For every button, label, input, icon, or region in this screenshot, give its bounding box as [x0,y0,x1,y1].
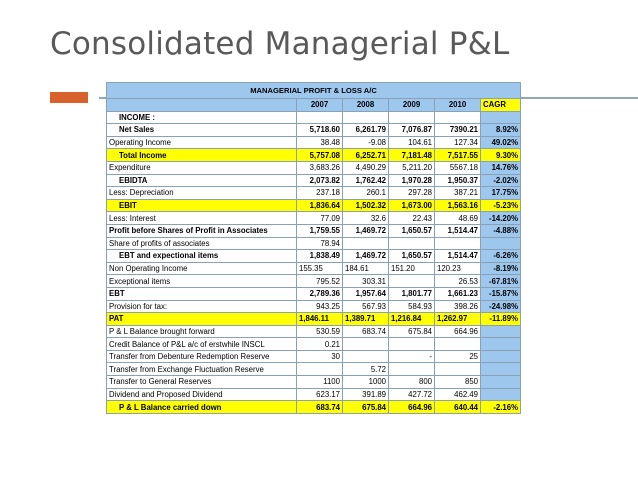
row-label: Transfer from Exchange Fluctuation Reserve [107,363,297,376]
value-cell: 1,216.84 [389,313,435,326]
value-cell [343,111,389,124]
value-cell: 640.44 [435,401,481,414]
value-cell: 4,490.29 [343,161,389,174]
value-cell: 1000 [343,376,389,389]
value-cell: 675.84 [343,401,389,414]
cagr-cell: -11.89% [481,313,521,326]
value-cell: - [389,350,435,363]
value-cell [389,363,435,376]
table-row [107,237,521,250]
header-2010: 2010 [435,99,481,112]
value-cell: 683.74 [343,325,389,338]
value-cell: 7,517.55 [435,149,481,162]
row-label: Net Sales [107,124,297,137]
table-row [107,250,521,263]
value-cell: 1,502.32 [343,199,389,212]
table-row [107,388,521,401]
value-cell: 5.72 [343,363,389,376]
cagr-cell: 14.76% [481,161,521,174]
value-cell: 25 [435,350,481,363]
row-label: INCOME : [107,111,297,124]
value-cell: 7,181.48 [389,149,435,162]
row-label: EBT [107,287,297,300]
value-cell: 1,661.23 [435,287,481,300]
table-row [107,401,521,414]
table-row [107,124,521,137]
table-row [107,376,521,389]
table-row [107,161,521,174]
cagr-cell [481,363,521,376]
table-row [107,212,521,225]
table-row [107,262,521,275]
row-label: EBT and expectional items [107,250,297,263]
value-cell: 78.94 [297,237,343,250]
header-2009: 2009 [389,99,435,112]
value-cell: 387.21 [435,187,481,200]
table-banner-row [107,83,521,99]
value-cell: 5,757.08 [297,149,343,162]
row-label: Profit before Shares of Profit in Associates [107,224,297,237]
value-cell: 5,718.60 [297,124,343,137]
value-cell: 303.31 [343,275,389,288]
cagr-cell: 9.30% [481,149,521,162]
value-cell: 26.53 [435,275,481,288]
cagr-cell: -24.98% [481,300,521,313]
value-cell [435,363,481,376]
cagr-cell [481,338,521,351]
value-cell: 1,801.77 [389,287,435,300]
value-cell: 5,211.20 [389,161,435,174]
value-cell: 1,950.37 [435,174,481,187]
value-cell: 1,762.42 [343,174,389,187]
value-cell: 1,650.57 [389,224,435,237]
value-cell: 530.59 [297,325,343,338]
value-cell: 675.84 [389,325,435,338]
cagr-cell [481,388,521,401]
cagr-cell: -8.19% [481,262,521,275]
table-banner: MANAGERIAL PROFIT & LOSS A/C [107,83,521,99]
row-label: P & L Balance brought forward [107,325,297,338]
value-cell [297,363,343,376]
value-cell [343,338,389,351]
value-cell: 297.28 [389,187,435,200]
cagr-cell: -5.23% [481,199,521,212]
row-label: PAT [107,313,297,326]
table-row [107,350,521,363]
row-label: Provision for tax: [107,300,297,313]
cagr-cell: 49.02% [481,136,521,149]
value-cell: 1,838.49 [297,250,343,263]
value-cell: 1,514.47 [435,224,481,237]
table-row [107,111,521,124]
pl-table [106,82,521,414]
row-label: Total Income [107,149,297,162]
header-cagr: CAGR [481,99,521,112]
value-cell: 260.1 [343,187,389,200]
value-cell: 664.96 [435,325,481,338]
value-cell: 7390.21 [435,124,481,137]
cagr-cell [481,350,521,363]
value-cell: 2,073.82 [297,174,343,187]
row-label: Share of profits of associates [107,237,297,250]
cagr-cell [481,376,521,389]
header-blank [107,99,297,112]
table-row [107,136,521,149]
value-cell: 850 [435,376,481,389]
value-cell: 184.61 [343,262,389,275]
value-cell: 462.49 [435,388,481,401]
value-cell: 1,957.64 [343,287,389,300]
value-cell: 683.74 [297,401,343,414]
table-row [107,149,521,162]
row-label: Exceptional items [107,275,297,288]
value-cell [435,338,481,351]
table-row [107,224,521,237]
cagr-cell: -2.16% [481,401,521,414]
table-row [107,275,521,288]
value-cell: 151.20 [389,262,435,275]
value-cell: 1,846.11 [297,313,343,326]
value-cell: 567.93 [343,300,389,313]
row-label: Transfer to General Reserves [107,376,297,389]
pl-table-container [106,82,520,414]
value-cell: 943.25 [297,300,343,313]
cagr-cell: 8.92% [481,124,521,137]
cagr-cell: -4.88% [481,224,521,237]
value-cell: 623.17 [297,388,343,401]
value-cell: 584.93 [389,300,435,313]
cagr-cell: -2.02% [481,174,521,187]
cagr-cell [481,325,521,338]
value-cell: -9.08 [343,136,389,149]
value-cell: 1,836.64 [297,199,343,212]
value-cell: 6,261.79 [343,124,389,137]
row-label: Non Operating Income [107,262,297,275]
cagr-cell: -14.20% [481,212,521,225]
header-2007: 2007 [297,99,343,112]
value-cell: 237.18 [297,187,343,200]
value-cell: 1,262.97 [435,313,481,326]
value-cell: 1,469.72 [343,224,389,237]
row-label: P & L Balance carried down [107,401,297,414]
table-row [107,187,521,200]
title-accent-bar [50,92,88,103]
value-cell: 6,252.71 [343,149,389,162]
value-cell: 7,076.87 [389,124,435,137]
value-cell: 48.69 [435,212,481,225]
value-cell: 120.23 [435,262,481,275]
value-cell: 391.89 [343,388,389,401]
value-cell: 5567.18 [435,161,481,174]
row-label: EBIT [107,199,297,212]
table-row [107,338,521,351]
table-row [107,174,521,187]
value-cell: 1100 [297,376,343,389]
value-cell: 1,514.47 [435,250,481,263]
value-cell [435,237,481,250]
row-label: Less: Interest [107,212,297,225]
table-header-row [107,99,521,112]
value-cell: 1,650.57 [389,250,435,263]
row-label: EBIDTA [107,174,297,187]
header-2008: 2008 [343,99,389,112]
value-cell: 427.72 [389,388,435,401]
value-cell: 32.6 [343,212,389,225]
value-cell: 795.52 [297,275,343,288]
value-cell: 800 [389,376,435,389]
row-label: Expenditure [107,161,297,174]
cagr-cell [481,111,521,124]
value-cell: 127.34 [435,136,481,149]
cagr-cell: -67.81% [481,275,521,288]
value-cell: 3,683.26 [297,161,343,174]
table-row [107,313,521,326]
row-label: Credit Balance of P&L a/c of erstwhile INSCL [107,338,297,351]
row-label: Operating Income [107,136,297,149]
value-cell: 30 [297,350,343,363]
value-cell: 1,673.00 [389,199,435,212]
row-label: Dividend and Proposed Dividend [107,388,297,401]
value-cell: 22.43 [389,212,435,225]
table-row [107,325,521,338]
row-label: Transfer from Debenture Redemption Reserve [107,350,297,363]
cagr-cell [481,237,521,250]
value-cell: 398.26 [435,300,481,313]
value-cell: 1,469.72 [343,250,389,263]
value-cell: 1,759.55 [297,224,343,237]
value-cell: 1,563.16 [435,199,481,212]
slide-title: Consolidated Managerial P&L [50,26,510,62]
value-cell [389,111,435,124]
value-cell [435,111,481,124]
value-cell: 1,389.71 [343,313,389,326]
table-row [107,287,521,300]
value-cell: 664.96 [389,401,435,414]
value-cell: 0.21 [297,338,343,351]
value-cell [297,111,343,124]
value-cell [389,338,435,351]
table-row [107,363,521,376]
cagr-cell: 17.75% [481,187,521,200]
value-cell: 2,789.36 [297,287,343,300]
value-cell: 104.61 [389,136,435,149]
value-cell: 77.09 [297,212,343,225]
table-row [107,199,521,212]
value-cell [343,350,389,363]
value-cell [343,237,389,250]
table-row [107,300,521,313]
value-cell [389,237,435,250]
row-label: Less: Depreciation [107,187,297,200]
cagr-cell: -15.87% [481,287,521,300]
value-cell [389,275,435,288]
value-cell: 1,970.28 [389,174,435,187]
value-cell: 38.48 [297,136,343,149]
cagr-cell: -6.26% [481,250,521,263]
value-cell: 155.35 [297,262,343,275]
